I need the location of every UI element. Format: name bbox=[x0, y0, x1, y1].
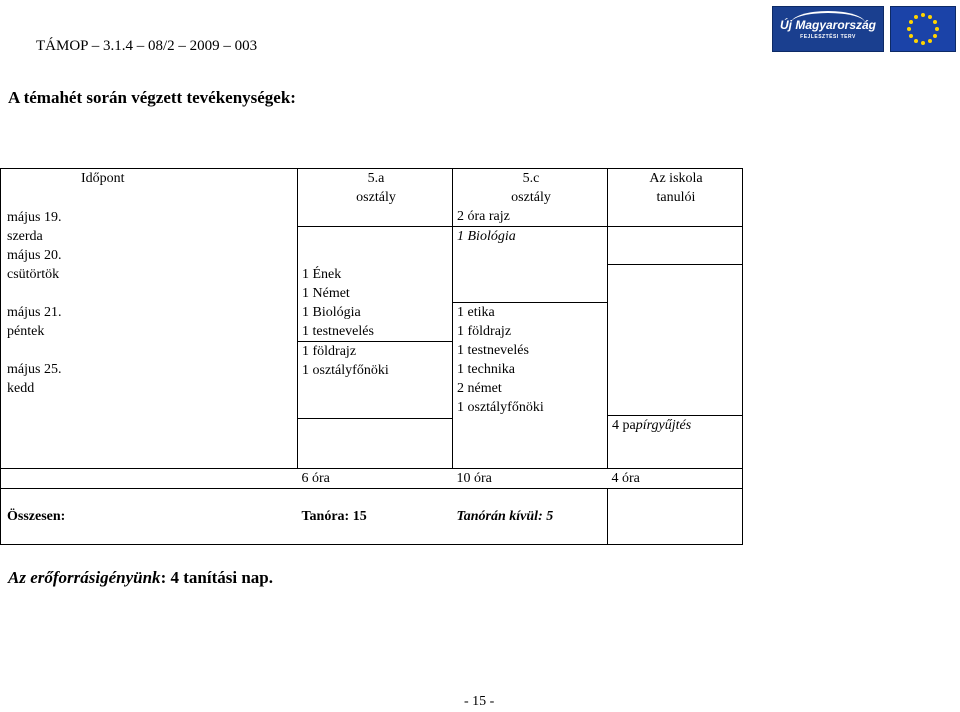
class-c-etika: 1 etika bbox=[457, 305, 495, 320]
day-wednesday: szerda bbox=[7, 228, 43, 244]
class-a-enek: 1 Ének bbox=[302, 267, 342, 282]
totals-empty bbox=[1, 469, 298, 489]
summary-out-class bbox=[453, 489, 608, 545]
students-block-2 bbox=[608, 265, 742, 416]
day-tuesday: kedd bbox=[7, 380, 35, 396]
students-papirgyujtes-prefix: 4 pa bbox=[612, 418, 636, 433]
table-row-main bbox=[1, 227, 743, 469]
date-may-25: május 25. bbox=[7, 361, 62, 377]
totals-students bbox=[608, 469, 743, 489]
project-code: TÁMOP – 3.1.4 – 08/2 – 2009 – 003 bbox=[36, 38, 258, 54]
class-c-foldrajz: 1 földrajz bbox=[457, 324, 512, 339]
totals-class-c bbox=[453, 469, 608, 489]
header-class-c bbox=[453, 169, 608, 227]
resource-need-label: Az erőforrásigényünk bbox=[8, 568, 161, 587]
date-spacer bbox=[7, 398, 295, 409]
class-c-nemet: 2 német bbox=[457, 381, 502, 396]
class-c-testneveles: 1 testnevelés bbox=[457, 343, 529, 358]
eu-flag-icon bbox=[890, 6, 956, 52]
summary-row bbox=[1, 489, 743, 545]
page-title: A témahét során végzett tevékenységek: bbox=[8, 88, 296, 107]
class-c-block-2 bbox=[453, 303, 607, 428]
class-a-osztalyfonoki: 1 osztályfőnöki bbox=[302, 363, 389, 378]
totals-class-c-value: 10 óra bbox=[456, 471, 492, 486]
header-students-line2: tanulói bbox=[656, 190, 696, 205]
class-c-osztalyfonoki: 1 osztályfőnöki bbox=[457, 400, 544, 415]
date-may-20: május 20. bbox=[7, 247, 62, 263]
class-a-nemet: 1 Német bbox=[302, 286, 350, 301]
eu-stars-icon bbox=[901, 11, 945, 47]
date-spacer bbox=[7, 284, 295, 303]
logo-subtext: FEJLESZTÉSI TERV bbox=[800, 34, 856, 40]
resource-need-value: : 4 tanítási nap. bbox=[160, 568, 273, 587]
class-c-cell bbox=[453, 227, 608, 469]
header-class-a bbox=[298, 169, 453, 227]
totals-class-a bbox=[298, 469, 453, 489]
uj-magyarorszag-logo bbox=[772, 6, 884, 52]
students-block-1 bbox=[608, 227, 742, 265]
date-may-19: május 19. bbox=[7, 209, 62, 225]
dates-cell bbox=[1, 209, 298, 469]
header-class-a-line2: osztály bbox=[356, 190, 396, 205]
class-a-block-2 bbox=[298, 342, 452, 419]
class-a-testneveles: 1 testnevelés bbox=[302, 324, 374, 339]
class-a-foldrajz: 1 földrajz bbox=[302, 344, 357, 359]
class-c-biologia: 1 Biológia bbox=[457, 229, 516, 244]
summary-in-class-text: Tanóra: 15 bbox=[301, 509, 367, 524]
date-spacer bbox=[7, 341, 295, 360]
totals-students-value: 4 óra bbox=[611, 471, 640, 486]
students-cell bbox=[608, 227, 743, 469]
logo-text: Új Magyarország bbox=[779, 18, 877, 32]
date-may-21: május 21. bbox=[7, 304, 62, 320]
summary-in-class bbox=[298, 489, 453, 545]
activity-table bbox=[0, 168, 743, 545]
bridge-arc-icon bbox=[791, 11, 865, 35]
header-class-c-line1: 5.c bbox=[522, 171, 540, 186]
summary-label-text: Összesen: bbox=[7, 509, 66, 524]
page-number: - 15 - bbox=[464, 694, 495, 709]
header-date-label: Időpont bbox=[81, 171, 125, 186]
header-class-a-line1: 5.a bbox=[367, 171, 385, 186]
class-a-block-1 bbox=[298, 227, 452, 342]
day-thursday: csütörtök bbox=[7, 266, 60, 282]
students-papirgyujtes-italic: pírgyűjtés bbox=[635, 418, 692, 433]
header-students bbox=[608, 169, 743, 227]
resource-need bbox=[8, 568, 273, 588]
class-c-block-1 bbox=[453, 227, 607, 303]
summary-out-class-text: Tanórán kívül: 5 bbox=[456, 509, 554, 524]
day-friday: péntek bbox=[7, 323, 45, 339]
class-c-rajz: 2 óra rajz bbox=[457, 209, 510, 224]
header-students-line1: Az iskola bbox=[649, 171, 703, 186]
totals-class-a-value: 6 óra bbox=[301, 471, 330, 486]
logo-bar bbox=[772, 6, 956, 52]
totals-row bbox=[1, 469, 743, 489]
class-a-block-3 bbox=[298, 419, 452, 468]
class-a-cell bbox=[298, 227, 453, 469]
summary-empty bbox=[608, 489, 743, 545]
class-c-technika: 1 technika bbox=[457, 362, 515, 377]
date-list bbox=[7, 208, 295, 409]
class-a-biologia: 1 Biológia bbox=[302, 305, 361, 320]
summary-label bbox=[1, 489, 298, 545]
students-block-3 bbox=[608, 416, 742, 465]
class-c-spacer bbox=[457, 417, 603, 428]
header-class-c-line2: osztály bbox=[511, 190, 551, 205]
